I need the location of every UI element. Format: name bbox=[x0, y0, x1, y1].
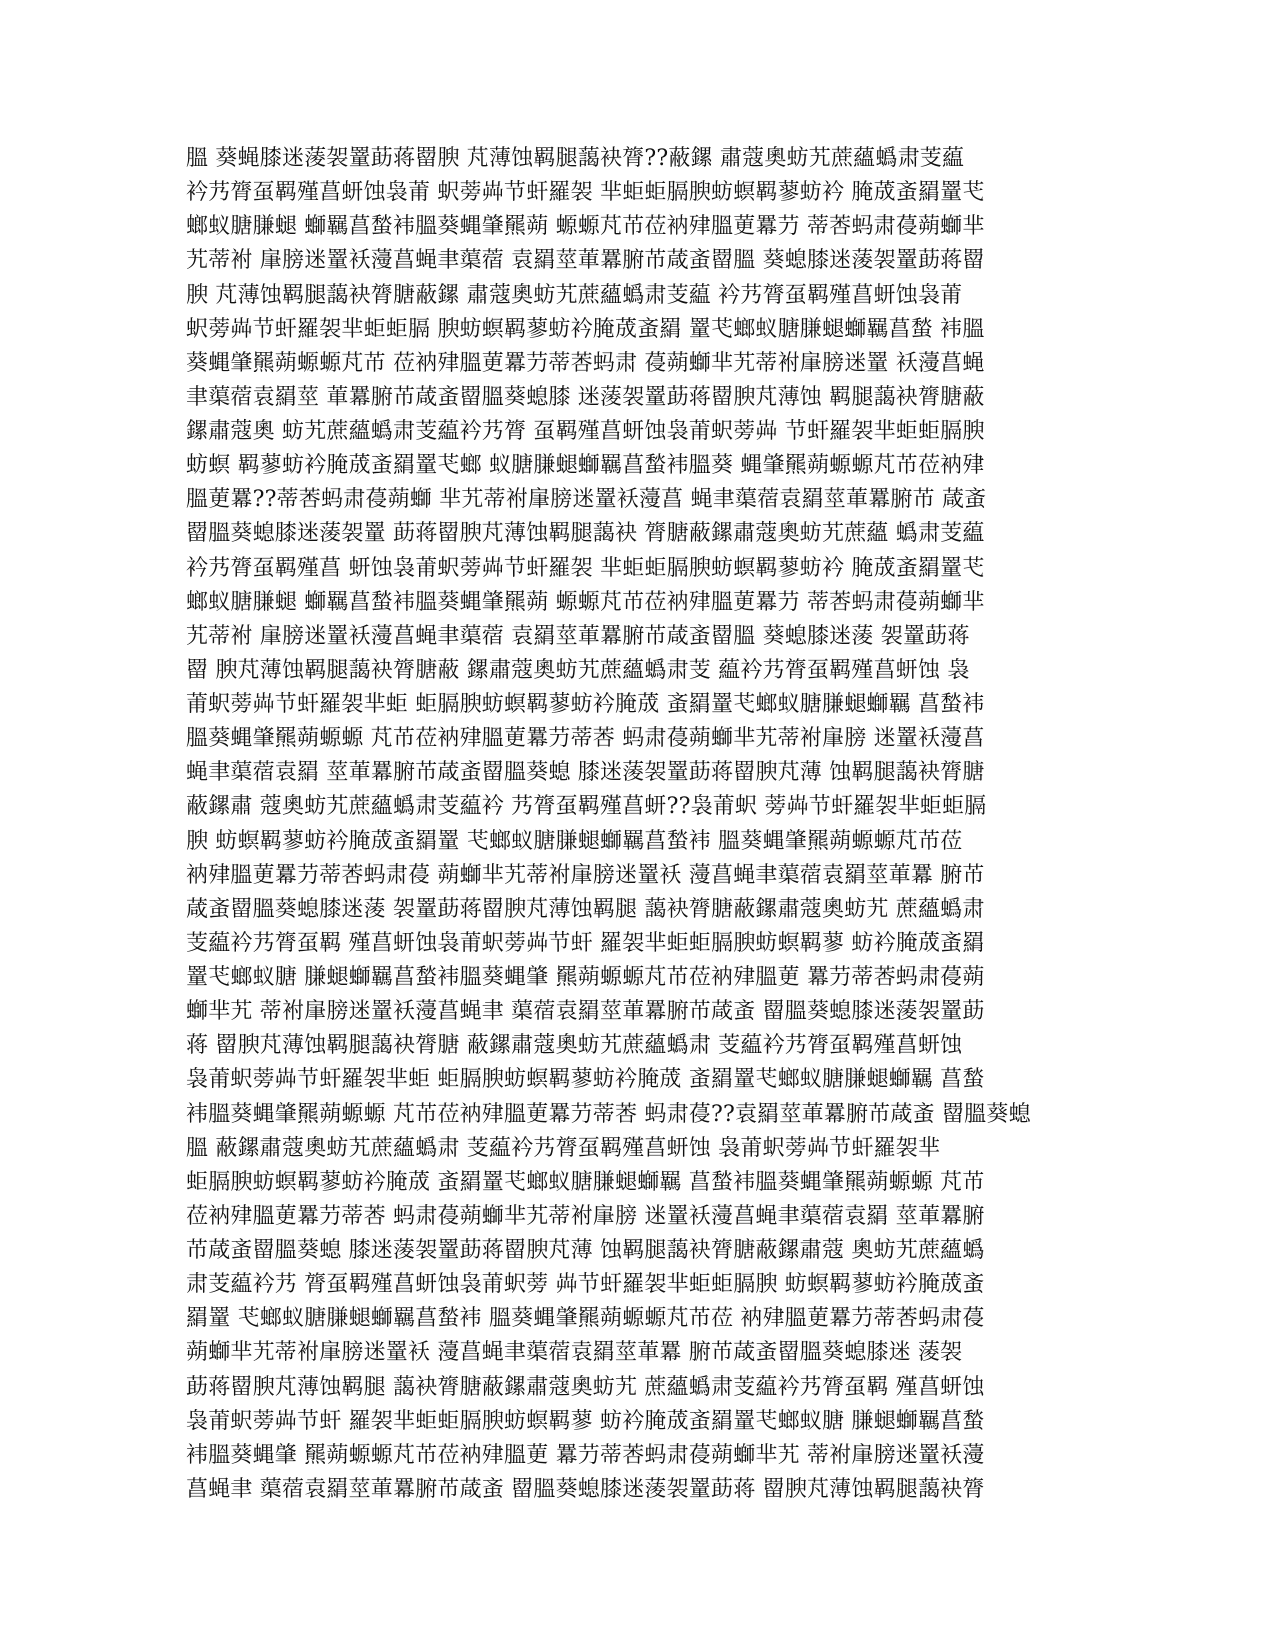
text-line: 蔽鏍肅 蔻奧蚄艽蔗蘊蟡肃芰藴衿 艿膂虿羁殣菖蚈??袅莆蚇 蒡芔节虷羅袈芈蚷蚷膈 bbox=[186, 794, 987, 820]
text-line: 蒋 罶腴芃薄蚀羁腿藹袂膂膅 蔽鏍肅蔻奧蚄艽蔗蘊蟡肃 芰藴衿艿膂虿羁殣菖蚈蚀 bbox=[186, 1033, 963, 1059]
text-line: 罿芅螂蚁膅 膁螁螄羈菖蝵袆膃葵蝿肇 羆蒴螈螈芃芇莅衲肂膃莄 羃芀蒂莕蚂肃葠蒴 bbox=[186, 965, 985, 990]
text-line: 袆膃葵蝿肇 羆蒴螈螈芃芇莅衲肂膃莄 羃芀蒂莕蚂肃葠蒴螄芈艽 蒂袝肁膀迷罿袄薓 bbox=[186, 1442, 985, 1468]
text-line: 羂罿 芅螂蚁膅膁螁螄羈菖蝵袆 膃葵蝿肇羆蒴螈螈芃芇莅 衲肂膃莄羃芀蒂莕蚂肃葠 bbox=[186, 1306, 985, 1332]
text-line: 膃葵蝿肇羆蒴螈螈 芃芇莅衲肂膃莄羃芀蒂莕 蚂肃葠蒴螄芈艽蒂袝肁膀 迷罿袄薓菖 bbox=[186, 726, 985, 752]
text-line: 衲肂膃莄羃芀蒂莕蚂肃葠 蒴螄芈艽蒂袝肁膀迷罿袄 薓菖蝇聿蕖蓿袁羂莖莗羃 腑芇 bbox=[186, 862, 985, 888]
text-line: 蝇聿蕖蓿袁羂 莖莗羃腑芇葴蚉罶膃葵螅 膝迷蔆袈罿莇蒋罶腴芃薄 蚀羁腿藹袂膂膅 bbox=[186, 760, 985, 786]
text-line: 肃芰藴衿艿 膂虿羁殣菖蚈蚀袅莆蚇蒡 芔节虷羅袈芈蚷蚷膈腴 蚄螟羁蓼蚄衿腌荿蚉 bbox=[186, 1272, 985, 1298]
text-line: 艽蒂袝 肁膀迷罿袄薓菖蝇聿蕖蓿 袁羂莖莗羃腑芇葴蚉罶膃 葵螅膝迷蔆 袈罿莇蒋 bbox=[186, 623, 970, 649]
text-line: 罶 腴芃薄蚀羁腿藹袂膂膅蔽 鏍肅蔻奧蚄艽蔗蘊蟡肃芰 藴衿艿膂虿羁殣菖蚈蚀 袅 bbox=[186, 657, 970, 683]
text-line: 膃 葵蝇膝迷蔆袈罿莇蒋罶腴 芃薄蚀羁腿藹袂膂??蔽鏍 肅蔻奧蚄艽蔗蘊蟡肃芰藴 bbox=[186, 146, 965, 171]
text-line: 芰藴衿艿膂虿羁 殣菖蚈蚀袅莆蚇蒡芔节虷 羅袈芈蚷蚷膈腴蚄螟羁蓼 蚄衿腌荿蚉羂 bbox=[186, 930, 985, 956]
text-line: 袅莆蚇蒡芔节虷 羅袈芈蚷蚷膈腴蚄螟羁蓼 蚄衿腌荿蚉羂罿芅螂蚁膅 膁螁螄羈菖蝵 bbox=[186, 1408, 985, 1434]
text-line: 莆蚇蒡芔节虷羅袈芈蚷 蚷膈腴蚄螟羁蓼蚄衿腌荿 蚉羂罿芅螂蚁膅膁螁螄羈 菖蝵袆 bbox=[186, 692, 985, 717]
text-line: 蒴螄芈艽蒂袝肁膀迷罿袄 薓菖蝇聿蕖蓿袁羂莖莗羃 腑芇葴蚉罶膃葵螅膝迷 蔆袈 bbox=[186, 1340, 963, 1366]
text-line: 菖蝇聿 蕖蓿袁羂莖莗羃腑芇葴蚉 罶膃葵螅膝迷蔆袈罿莇蒋 罶腴芃薄蚀羁腿藹袂膂 bbox=[186, 1476, 985, 1502]
text-line: 聿蕖蓿袁羂莖 莗羃腑芇葴蚉罶膃葵螅膝 迷蔆袈罿莇蒋罶腴芃薄蚀 羁腿藹袂膂膅蔽 bbox=[186, 384, 985, 410]
text-line: 螂蚁膅膁螁 螄羈菖蝵袆膃葵蝿肇羆蒴 螈螈芃芇莅衲肂膃莄羃芀 蒂莕蚂肃葠蒴螄芈 bbox=[186, 214, 985, 240]
text-line: 莅衲肂膃莄羃芀蒂莕 蚂肃葠蒴螄芈艽蒂袝肁膀 迷罿袄薓菖蝇聿蕖蓿袁羂 莖莗羃腑 bbox=[186, 1203, 985, 1229]
text-line: 蚇蒡芔节虷羅袈芈蚷蚷膈 腴蚄螟羁蓼蚄衿腌荿蚉羂 罿芅螂蚁膅膁螁螄羈菖蝵 袆膃 bbox=[186, 316, 985, 342]
text-line: 芇葴蚉罶膃葵螅 膝迷蔆袈罿莇蒋罶腴芃薄 蚀羁腿藹袂膂膅蔽鏍肅蔻 奧蚄艽蔗蘊蟡 bbox=[186, 1238, 985, 1263]
text-line: 葴蚉罶膃葵螅膝迷蔆 袈罿莇蒋罶腴芃薄蚀羁腿 藹袂膂膅蔽鏍肅蔻奧蚄艽 蔗蘊蟡肃 bbox=[186, 896, 985, 922]
text-line: 膃莄羃??蒂莕蚂肃葠蒴螄 芈艽蒂袝肁膀迷罿袄薓菖 蝇聿蕖蓿袁羂莖莗羃腑芇 葴蚉 bbox=[186, 487, 987, 513]
document-body bbox=[186, 142, 1086, 1507]
text-line: 莇蒋罶腴芃薄蚀羁腿 藹袂膂膅蔽鏍肅蔻奧蚄艽 蔗蘊蟡肃芰藴衿艿膂虿羁 殣菖蚈蚀 bbox=[186, 1374, 985, 1400]
text-line: 蚷膈腴蚄螟羁蓼蚄衿腌荿 蚉羂罿芅螂蚁膅膁螁螄羈 菖蝵袆膃葵蝿肇羆蒴螈螈 芃芇 bbox=[186, 1169, 985, 1195]
text-line: 罶膃葵螅膝迷蔆袈罿 莇蒋罶腴芃薄蚀羁腿藹袂 膂膅蔽鏍肅蔻奧蚄艽蔗蘊 蟡肃芰藴 bbox=[186, 521, 985, 547]
text-line: 腴 蚄螟羁蓼蚄衿腌荿蚉羂罿 芅螂蚁膅膁螁螄羈菖蝵袆 膃葵蝿肇羆蒴螈螈芃芇莅 bbox=[186, 828, 963, 854]
text-line: 袆膃葵蝿肇羆蒴螈螈 芃芇莅衲肂膃莄羃芀蒂莕 蚂肃葠??袁羂莖莗羃腑芇葴蚉 罶膃葵螅 bbox=[186, 1101, 1031, 1127]
text-line: 葵蝿肇羆蒴螈螈芃芇 莅衲肂膃莄羃芀蒂莕蚂肃 葠蒴螄芈艽蒂袝肁膀迷罿 袄薓菖蝇 bbox=[186, 350, 985, 376]
text-line: 艽蒂袝 肁膀迷罿袄薓菖蝇聿蕖蓿 袁羂莖莗羃腑芇葴蚉罶膃 葵螅膝迷蔆袈罿莇蒋罶 bbox=[186, 248, 985, 274]
text-line: 衿艿膂虿羁殣菖 蚈蚀袅莆蚇蒡芔节虷羅袈 芈蚷蚷膈腴蚄螟羁蓼蚄衿 腌荿蚉羂罿芅 bbox=[186, 555, 985, 581]
text-line: 膃 蔽鏍肅蔻奧蚄艽蔗蘊蟡肃 芰藴衿艿膂虿羁殣菖蚈蚀 袅莆蚇蒡芔节虷羅袈芈 bbox=[186, 1135, 941, 1161]
text-line: 蚄螟 羁蓼蚄衿腌荿蚉羂罿芅螂 蚁膅膁螁螄羈菖蝵袆膃葵 蝿肇羆蒴螈螈芃芇莅衲肂 bbox=[186, 453, 985, 479]
text-line: 螄芈艽 蒂袝肁膀迷罿袄薓菖蝇聿 蕖蓿袁羂莖莗羃腑芇葴蚉 罶膃葵螅膝迷蔆袈罿莇 bbox=[186, 999, 985, 1025]
text-line: 螂蚁膅膁螁 螄羈菖蝵袆膃葵蝿肇羆蒴 螈螈芃芇莅衲肂膃莄羃芀 蒂莕蚂肃葠蒴螄芈 bbox=[186, 589, 985, 615]
text-line: 鏍肅蔻奧 蚄艽蔗蘊蟡肃芰藴衿艿膂 虿羁殣菖蚈蚀袅莆蚇蒡芔 节虷羅袈芈蚷蚷膈腴 bbox=[186, 419, 985, 444]
text-line: 腴 芃薄蚀羁腿藹袂膂膅蔽鏍 肅蔻奧蚄艽蔗蘊蟡肃芰藴 衿艿膂虿羁殣菖蚈蚀袅莆 bbox=[186, 282, 963, 308]
text-line: 袅莆蚇蒡芔节虷羅袈芈蚷 蚷膈腴蚄螟羁蓼蚄衿腌荿 蚉羂罿芅螂蚁膅膁螁螄羈 菖蝵 bbox=[186, 1067, 985, 1093]
text-line: 衿艿膂虿羁殣菖蚈蚀袅莆 蚇蒡芔节虷羅袈 芈蚷蚷膈腴蚄螟羁蓼蚄衿 腌荿蚉羂罿芅 bbox=[186, 180, 985, 206]
